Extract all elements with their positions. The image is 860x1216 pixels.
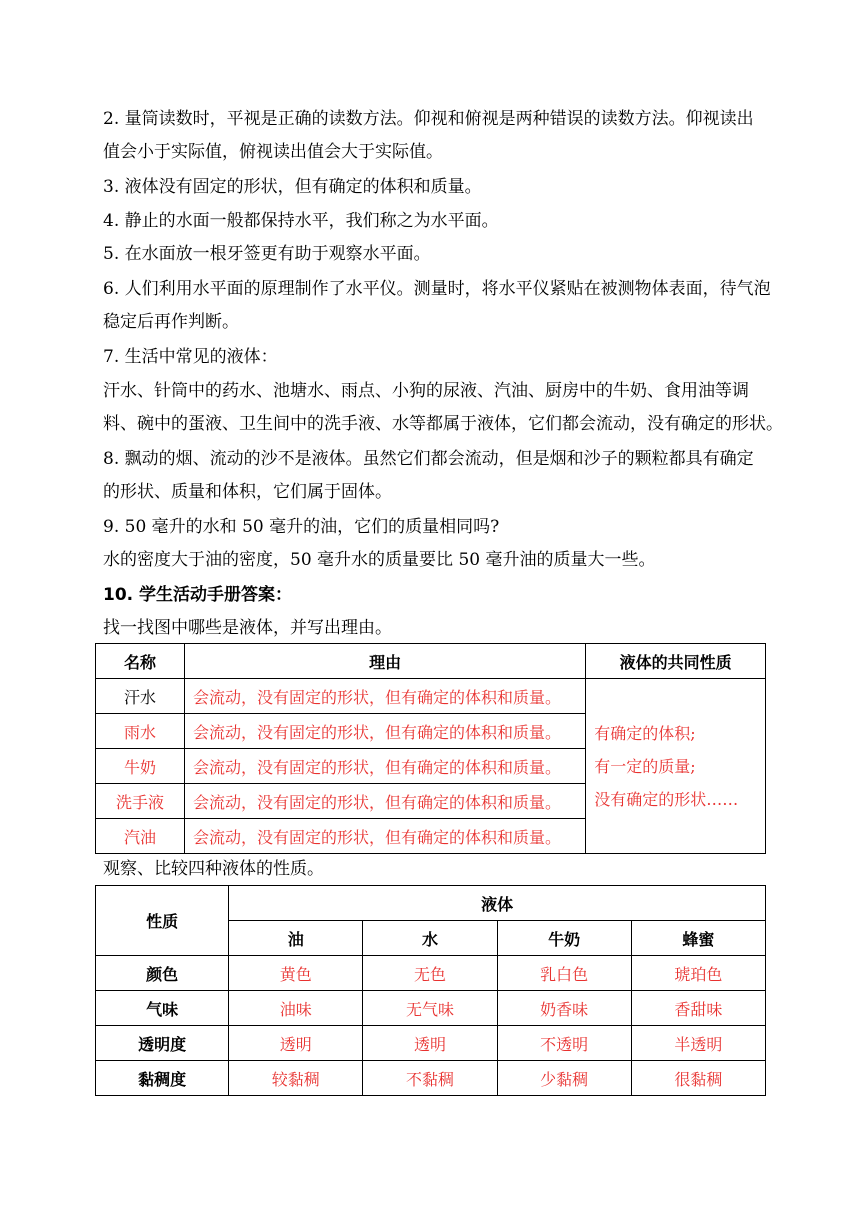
- liquid-reason-table: [95, 643, 766, 854]
- cell-value: 油味: [229, 991, 363, 1026]
- paragraph-7-title: 7. 生活中常见的液体：: [103, 347, 278, 367]
- cell-name: 洗手液: [96, 784, 185, 819]
- cell-common-properties: [586, 679, 766, 854]
- cell-value: 透明: [363, 1026, 497, 1061]
- cell-reason: 会流动，没有固定的形状，但有确定的体积和质量。: [185, 679, 586, 714]
- table1-caption: 找一找图中哪些是液体，并写出理由。: [103, 618, 392, 638]
- table-header-row: [96, 644, 766, 679]
- header-liquid-group: 液体: [229, 886, 766, 921]
- header-liquid: 蜂蜜: [631, 921, 765, 956]
- cell-value: 黄色: [229, 956, 363, 991]
- header-liquid: 牛奶: [497, 921, 631, 956]
- cell-value: 少黏稠: [497, 1061, 631, 1096]
- cell-value: 奶香味: [497, 991, 631, 1026]
- cell-name: 汽油: [96, 819, 185, 854]
- cell-value: 半透明: [631, 1026, 765, 1061]
- row-property: 黏稠度: [96, 1061, 229, 1096]
- paragraph-8-line-1: 8. 飘动的烟、流动的沙不是液体。虽然它们都会流动，但是烟和沙子的颗粒都具有确定: [103, 449, 754, 469]
- paragraph-2-line-1: 2. 量筒读数时，平视是正确的读数方法。仰视和俯视是两种错误的读数方法。仰视读出: [103, 109, 754, 129]
- paragraph-6-line-2: 稳定后再作判断。: [103, 312, 239, 332]
- row-property: 透明度: [96, 1026, 229, 1061]
- table-row: [96, 679, 766, 714]
- header-common: 液体的共同性质: [586, 644, 766, 679]
- cell-value: 乳白色: [497, 956, 631, 991]
- cell-value: 很黏稠: [631, 1061, 765, 1096]
- header-reason: 理由: [185, 644, 586, 679]
- header-property: 性质: [96, 886, 229, 956]
- cell-name: 牛奶: [96, 749, 185, 784]
- cell-reason: 会流动，没有固定的形状，但有确定的体积和质量。: [185, 714, 586, 749]
- paragraph-2-line-2: 值会小于实际值，俯视读出值会大于实际值。: [103, 142, 443, 162]
- header-liquid: 油: [229, 921, 363, 956]
- cell-value: 较黏稠: [229, 1061, 363, 1096]
- cell-reason: 会流动，没有固定的形状，但有确定的体积和质量。: [185, 749, 586, 784]
- cell-value: 无色: [363, 956, 497, 991]
- table-row: [96, 956, 766, 991]
- cell-value: 香甜味: [631, 991, 765, 1026]
- table-header-row: [96, 886, 766, 921]
- paragraph-6-line-1: 6. 人们利用水平面的原理制作了水平仪。测量时，将水平仪紧贴在被测物体表面，待气泡: [103, 279, 771, 299]
- header-name: 名称: [96, 644, 185, 679]
- cell-reason: 会流动，没有固定的形状，但有确定的体积和质量。: [185, 784, 586, 819]
- cell-name: 雨水: [96, 714, 185, 749]
- cell-value: 不透明: [497, 1026, 631, 1061]
- section-title: 10. 学生活动手册答案：: [103, 585, 293, 605]
- paragraph-7-line-1: 汗水、针筒中的药水、池塘水、雨点、小狗的尿液、汽油、厨房中的牛奶、食用油等调: [103, 381, 749, 401]
- table-row: [96, 1026, 766, 1061]
- paragraph-9-answer: 水的密度大于油的密度，50 毫升水的质量要比 50 毫升油的质量大一些。: [103, 550, 656, 570]
- row-property: 颜色: [96, 956, 229, 991]
- cell-value: 透明: [229, 1026, 363, 1061]
- paragraph-4: 4. 静止的水面一般都保持水平，我们称之为水平面。: [103, 211, 499, 231]
- cell-value: 琥珀色: [631, 956, 765, 991]
- common-property: 没有确定的形状……: [594, 789, 739, 809]
- paragraph-3: 3. 液体没有固定的形状，但有确定的体积和质量。: [103, 177, 482, 197]
- paragraph-7-line-2: 料、碗中的蛋液、卫生间中的洗手液、水等都属于液体，它们都会流动，没有确定的形状。: [103, 414, 783, 434]
- paragraph-5: 5. 在水面放一根牙签更有助于观察水平面。: [103, 244, 431, 264]
- liquid-properties-table: [95, 885, 766, 1096]
- paragraph-9-question: 9. 50 毫升的水和 50 毫升的油，它们的质量相同吗?: [103, 517, 500, 537]
- table2-caption: 观察、比较四种液体的性质。: [103, 859, 324, 879]
- table-row: [96, 991, 766, 1026]
- row-property: 气味: [96, 991, 229, 1026]
- cell-value: 不黏稠: [363, 1061, 497, 1096]
- cell-value: 无气味: [363, 991, 497, 1026]
- table-row: [96, 1061, 766, 1096]
- cell-name: 汗水: [96, 679, 185, 714]
- common-property: 有确定的体积;: [594, 723, 696, 743]
- cell-reason: 会流动，没有固定的形状，但有确定的体积和质量。: [185, 819, 586, 854]
- paragraph-8-line-2: 的形状、质量和体积，它们属于固体。: [103, 482, 392, 502]
- header-liquid: 水: [363, 921, 497, 956]
- common-property: 有一定的质量;: [594, 756, 696, 776]
